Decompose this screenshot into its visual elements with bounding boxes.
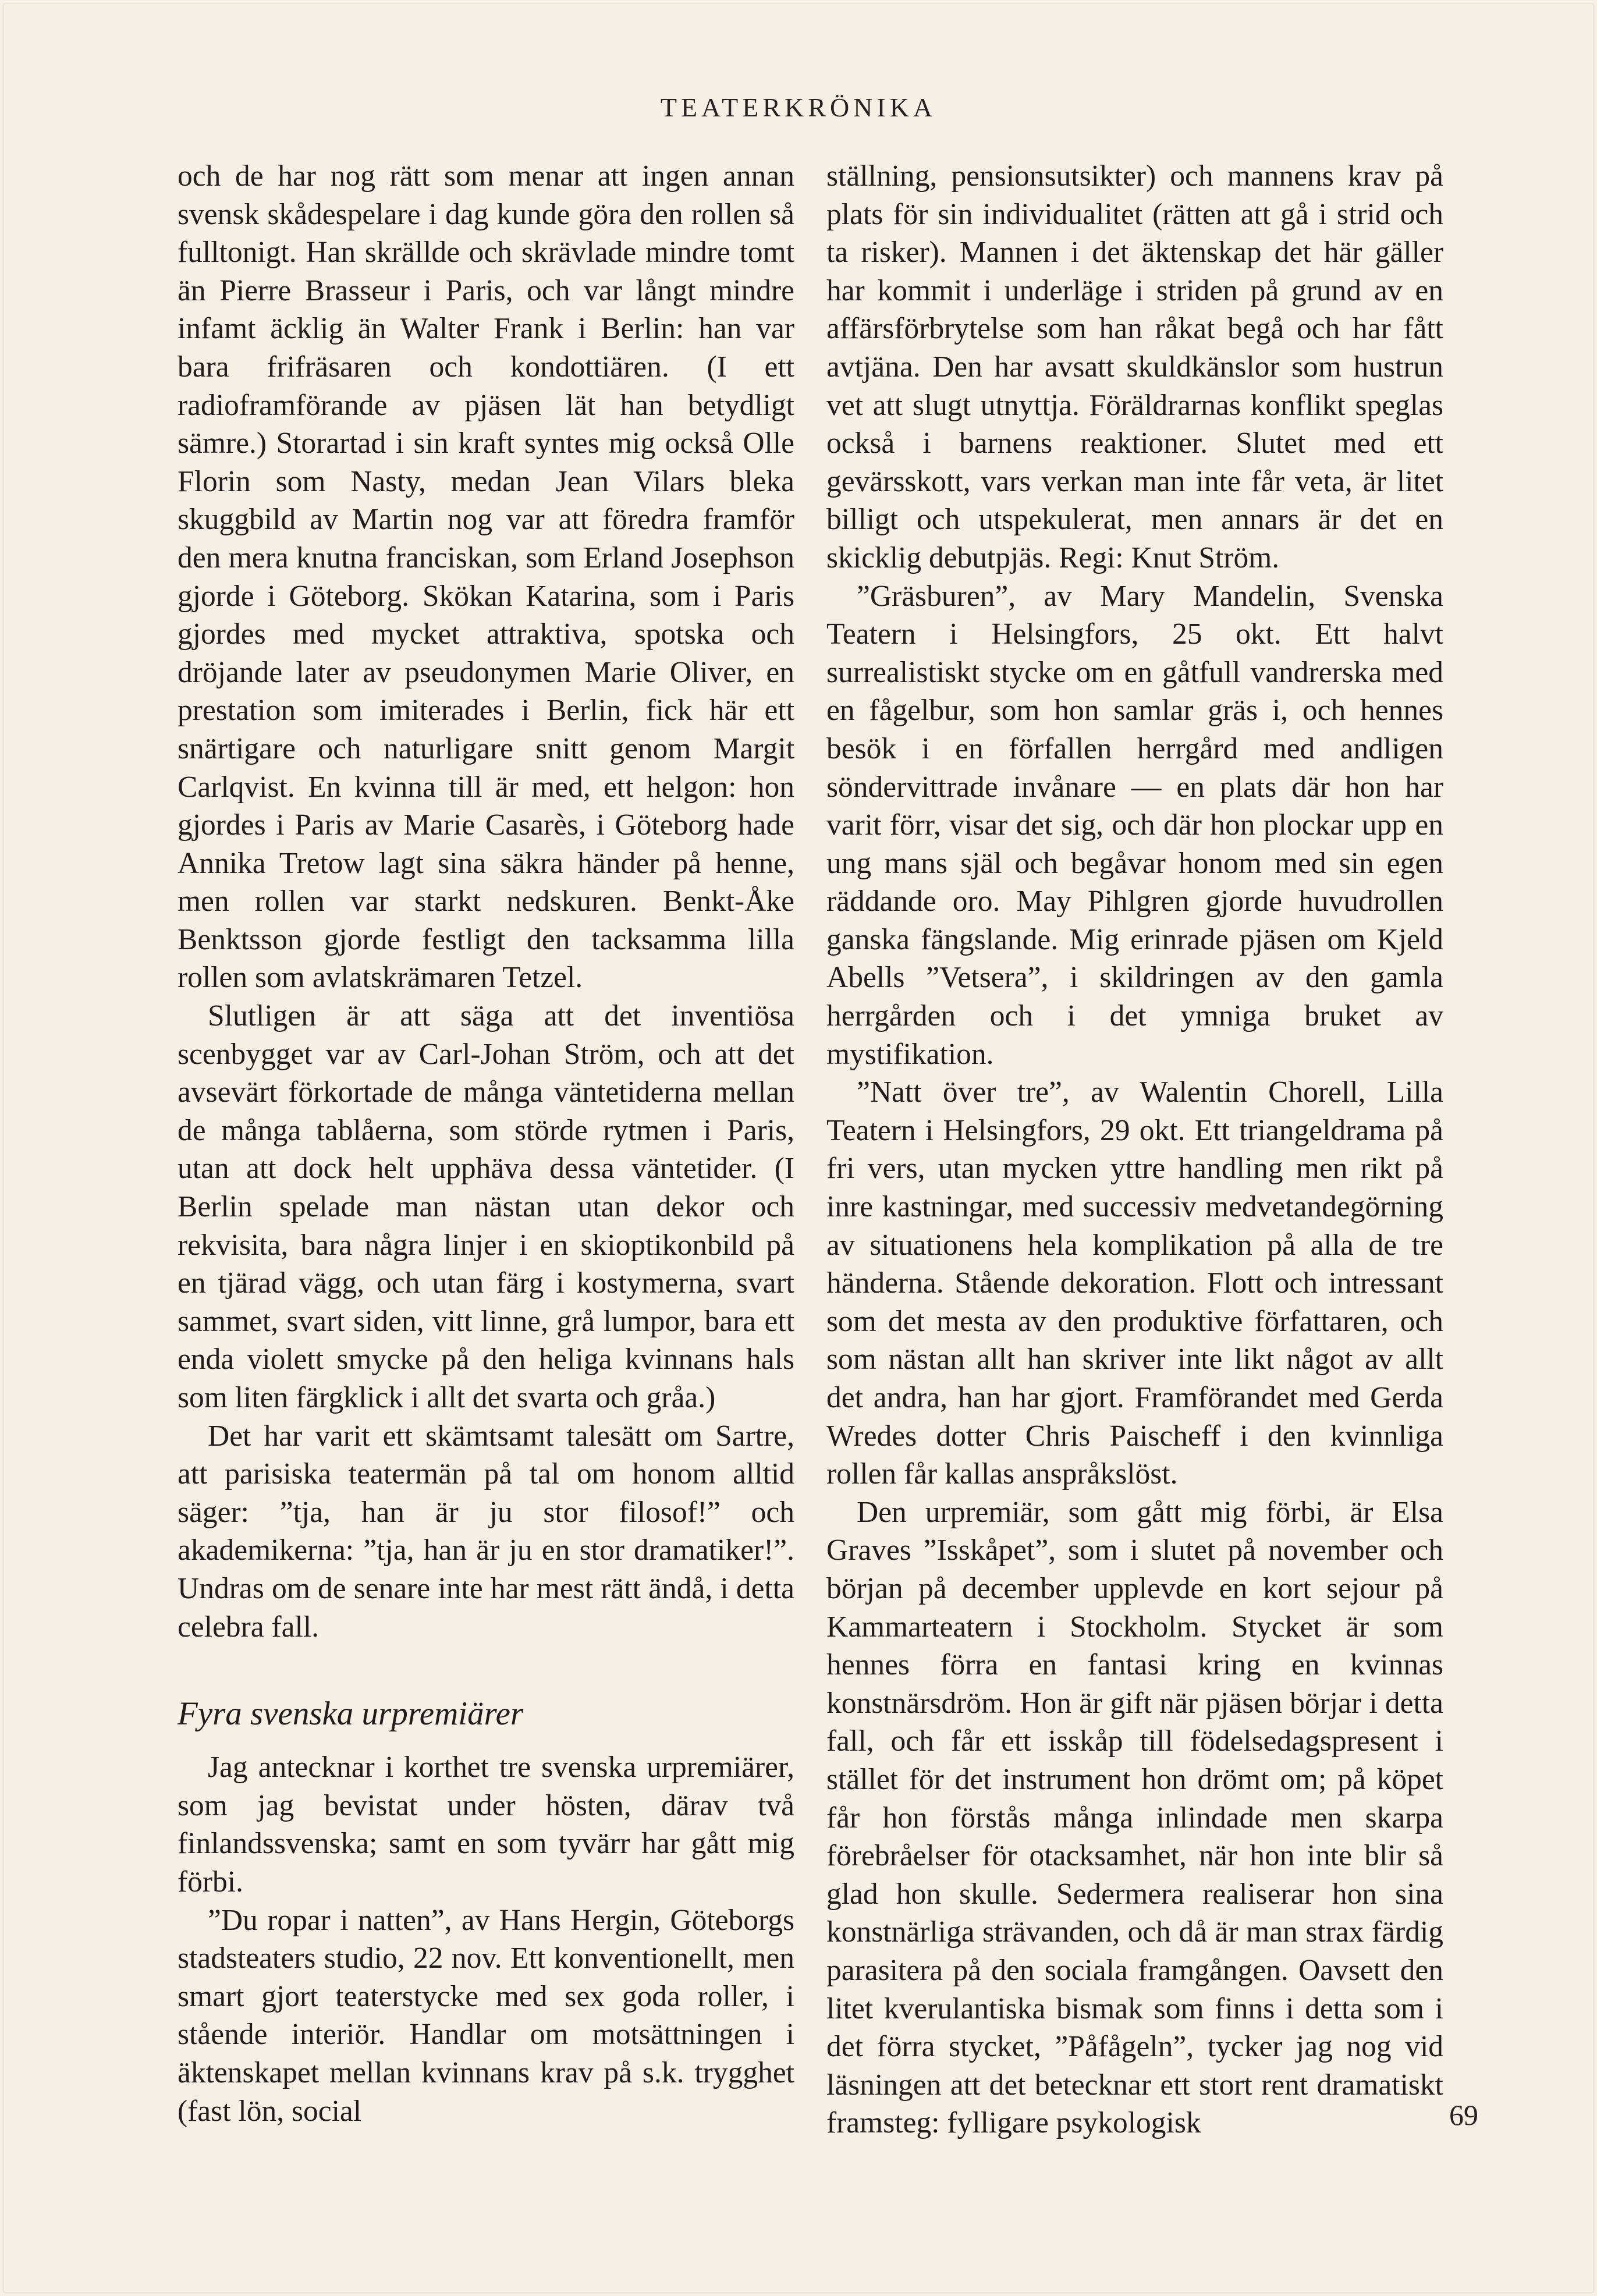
left-paragraph-5: ”Du ropar i natten”, av Hans Hergin, Göteborgs stadsteaters studio, 22 nov. Ett konventionellt, men smart gjort teaterstycke med sex goda roller, i stående interiör. Handlar om motsättningen i äktenskapet mellan kvinnans krav på s.k. trygghet (fast lön, social <box>178 1903 794 2128</box>
right-column <box>826 157 1443 2142</box>
left-paragraph-2: Slutligen är att säga att det inventiösa scenbygget var av Carl-Johan Ström, och att det avsevärt förkortade de många väntetiderna mellan de många tablåerna, som störde rytmen i Paris, utan att dock helt upphäva dessa väntetider. (I Berlin spelade man nästan utan dekor och rekvisita, bara några linjer i en skioptikonbild på en tjärad vägg, och utan färg i kostymerna, svart sammet, svart siden, vitt linne, grå lumpor, bara ett enda violett smycke på den heliga kvinnans hals som liten färgklick i allt det svarta och gråa.) <box>178 999 794 1414</box>
right-paragraph-2: ”Gräsburen”, av Mary Mandelin, Svenska Teatern i Helsingfors, 25 okt. Ett halvt surrealistiskt stycke om en gåtfull vandrerska med en fågelbur, som hon samlar gräs i, och hennes besök i en förfallen herrgård med andligen söndervittrade invånare — en plats där hon har varit förr, visar det sig, och där hon plockar upp en ung mans själ och begåvar honom med sin egen räddande oro. May Pihlgren gjorde huvudrollen ganska fängslande. Mig erinrade pjäsen om Kjeld Abells ”Vetsera”, i skildringen av den gamla herrgården och i det ymniga bruket av mystifikation. <box>826 579 1443 1071</box>
page-number: 69 <box>1449 2099 1478 2131</box>
left-paragraph-3: Det har varit ett skämtsamt talesätt om Sartre, att parisiska teatermän på tal om honom alltid säger: ”tja, han är ju stor filosof!” och akademikerna: ”tja, han är ju en stor dramatiker!”. Undras om de senare inte har mest rätt ändå, i detta celebra fall. <box>178 1419 794 1644</box>
left-paragraph-4: Jag antecknar i korthet tre svenska urpremiärer, som jag bevistat under hösten, därav två finlandssvenska; samt en som tyvärr har gått mig förbi. <box>178 1751 794 1898</box>
section-heading: Fyra svenska urpremiärer <box>178 1695 524 1733</box>
right-paragraph-1: ställning, pensionsutsikter) och mannens krav på plats för sin individualitet (rätten att gå i strid och ta risker). Mannen i det äktenskap det här gäller har kommit i underläge i striden på grund av en affärsförbrytelse som han råkat begå och har fått avtjäna. Den har avsatt skuldkänslor som hustrun vet att slugt utnyttja. Föräldrarnas konflikt speglas också i barnens reaktioner. Slutet med ett gevärsskott, vars verkan man inte får veta, är litet billigt och utspekulerat, men annars är det en skicklig debutpjäs. Regi: Knut Ström. <box>826 159 1443 574</box>
running-head: TEATERKRÖNIKA <box>660 93 937 122</box>
left-paragraph-1: och de har nog rätt som menar att ingen annan svensk skådespelare i dag kunde göra den rollen så fulltonigt. Han skrällde och skrävlade mindre tomt än Pierre Brasseur i Paris, och var långt mindre infamt äcklig än Walter Frank i Berlin: han var bara frifräsaren och kondottiären. (I ett radioframförande av pjäsen lät han betydligt sämre.) Storartad i sin kraft syntes mig också Olle Florin som Nasty, medan Jean Vilars bleka skuggbild av Martin nog var att föredra framför den mera knutna franciskan, som Erland Josephson gjorde i Göteborg. Skökan Katarina, som i Paris gjordes med mycket attraktiva, spotska och dröjande later av pseudonymen Marie Oliver, en prestation som imiterades i Berlin, fick här ett snärtigare och naturligare snitt genom Margit Carlqvist. En kvinna till är med, ett helgon: hon gjordes i Paris av Marie Casarès, i Göteborg hade Annika Tretow lagt sina säkra händer på henne, men rollen var starkt nedskuren. Benkt-Åke Benktsson gjorde festligt den tacksamma lilla rollen som avlatskrämaren Tetzel. <box>178 159 794 995</box>
left-column <box>178 157 794 2130</box>
right-paragraph-4: Den urpremiär, som gått mig förbi, är Elsa Graves ”Isskåpet”, som i slutet på november och början på december upplevde en kort sejour på Kammarteatern i Stockholm. Stycket är som hennes förra en fantasi kring en kvinnas konstnärsdröm. Hon är gift när pjäsen börjar i detta fall, och får ett isskåp till födelsedagspresent i stället för det instrument hon drömt om; på köpet får hon förstås många inlindade men skarpa förebråelser för otacksamhet, när hon inte blir så glad hon skulle. Sedermera realiserar hon sina konstnärliga strävanden, och då är man strax färdig parasitera på den sociala framgången. Oavsett den litet kverulantiska bismak som finns i detta som i det förra stycket, ”Påfågeln”, tycker jag nog vid läsningen att det betecknar ett stort rent dramatiskt framsteg: fylligare psykologisk <box>826 1495 1443 2140</box>
right-paragraph-3: ”Natt över tre”, av Walentin Chorell, Lilla Teatern i Helsingfors, 29 okt. Ett triangeldrama på fri vers, utan mycken yttre handling men rikt på inre kastningar, med successiv medvetandegörning av situationens hela komplikation på alla de tre händerna. Stående dekoration. Flott och intressant som det mesta av den produktive författaren, och som nästan allt han skriver inte likt något av allt det andra, han har gjort. Framförandet med Gerda Wredes dotter Chris Paischeff i den kvinnliga rollen får kallas anspråkslöst. <box>826 1076 1443 1491</box>
